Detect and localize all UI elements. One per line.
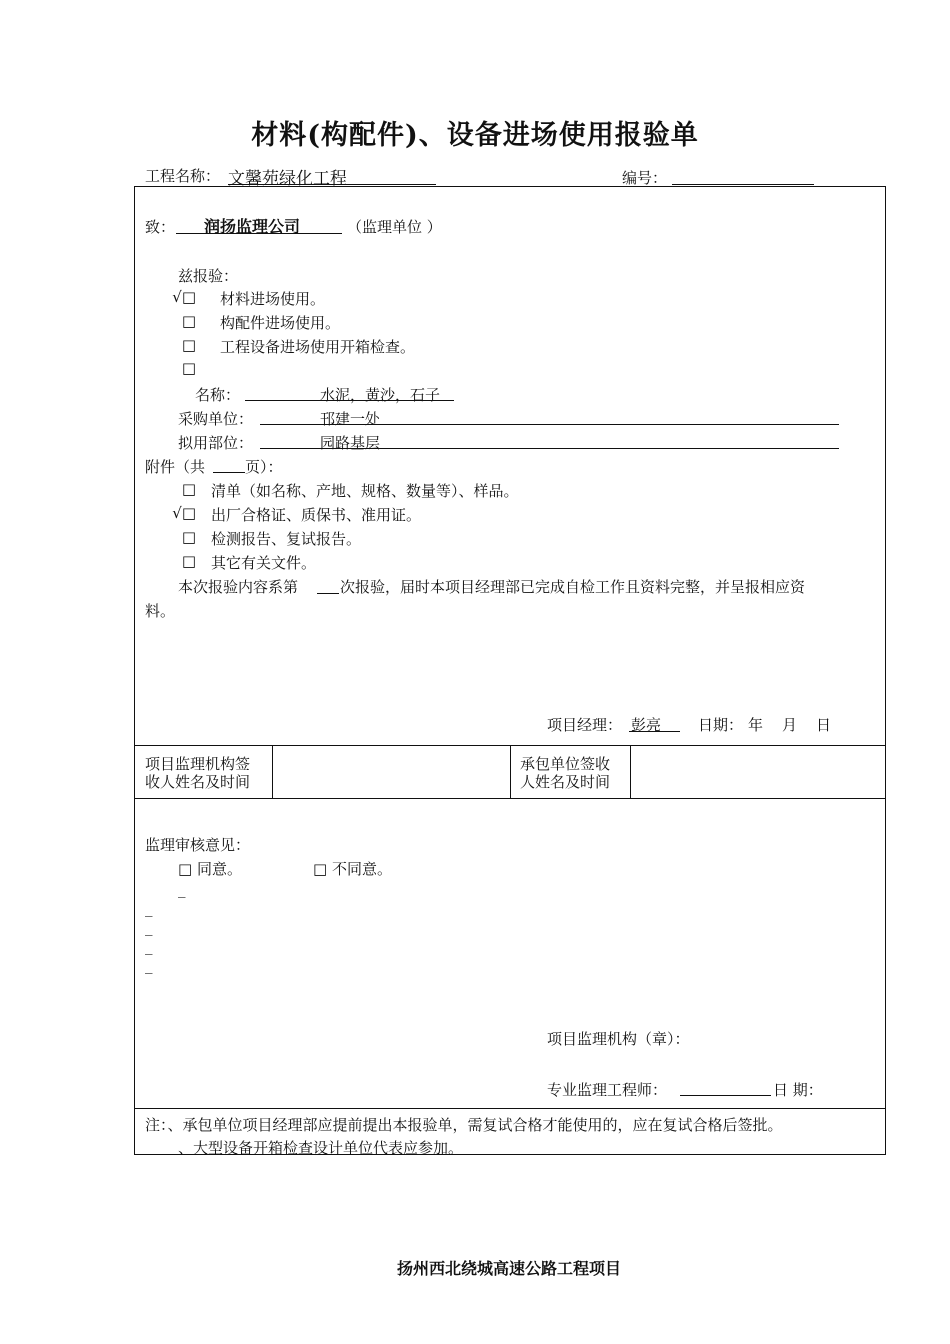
- statement-text: 料。: [145, 602, 176, 620]
- number-label: 编号：: [622, 169, 668, 187]
- attachment-label: 其它有关文件。: [211, 554, 317, 572]
- option-checkbox: √□: [172, 288, 196, 306]
- engineer-date-label: 日 期：: [773, 1081, 823, 1099]
- manager-name: 彭亮: [631, 716, 662, 734]
- statement-text: 本次报验内容系第: [178, 578, 299, 596]
- contractor-signature-label: 承包单位签收: [520, 755, 611, 773]
- attachment-label: 出厂合格证、质保书、准用证。: [211, 506, 422, 524]
- review-label: 监理审核意见：: [145, 836, 251, 854]
- divider: [134, 1108, 885, 1109]
- blank-line-mark: _: [145, 918, 153, 936]
- material-name-label: 名称：: [195, 386, 241, 404]
- report-intro: 兹报验：: [178, 267, 239, 285]
- divider: [510, 745, 511, 798]
- material-name-value: 水泥，黄沙，石子: [320, 386, 441, 404]
- statement-text: 次报验，届时本项目经理部已完成自检工作且资料完整，并呈报相应资: [340, 578, 806, 596]
- blank-line-mark: _: [178, 880, 186, 898]
- use-location-label: 拟用部位：: [178, 434, 254, 452]
- option-label: 工程设备进场使用开箱检查。: [220, 338, 416, 356]
- purchase-unit-label: 采购单位：: [178, 410, 254, 428]
- supervision-org-label: 项目监理机构（章）：: [547, 1030, 690, 1048]
- purchase-unit-value: 邗建一处: [320, 410, 381, 428]
- note-line: 注：、承包单位项目经理部应提前提出本报验单，需复试合格才能使用的，应在复试合格后签批。: [145, 1116, 783, 1134]
- project-name-underline: [228, 184, 436, 185]
- to-suffix: （监理单位 ）: [347, 218, 442, 236]
- attachment-label: 检测报告、复试报告。: [211, 530, 362, 548]
- attachment-checkbox: √□: [172, 504, 196, 522]
- attachments-label-prefix: 附件（共: [145, 458, 206, 476]
- attachments-pages-underline: [213, 472, 245, 473]
- date-day: 日: [816, 716, 832, 734]
- statement-count-underline: [317, 593, 339, 594]
- date-year: 年: [748, 716, 764, 734]
- engineer-underline: [680, 1095, 771, 1096]
- option-checkbox: □: [181, 312, 196, 330]
- note-line: 、大型设备开箱检查设计单位代表应参加。: [178, 1139, 464, 1157]
- divider: [630, 745, 631, 798]
- attachment-checkbox: □: [181, 528, 196, 546]
- supervision-signature-label: 收人姓名及时间: [145, 773, 251, 791]
- attachment-label: 清单（如名称、产地、规格、数量等）、样品。: [211, 482, 519, 500]
- blank-line-mark: _: [145, 937, 153, 955]
- contractor-signature-label: 人姓名及时间: [520, 773, 611, 791]
- page-title: 材料(构配件)、设备进场使用报验单: [251, 120, 699, 151]
- agree-checkbox: □ 同意。: [178, 860, 242, 878]
- project-name-value: 文馨苑绿化工程: [228, 169, 347, 189]
- option-checkbox: □: [181, 359, 196, 377]
- divider: [134, 798, 885, 799]
- manager-label: 项目经理：: [547, 716, 623, 734]
- use-location-value: 园路基层: [320, 434, 381, 452]
- option-label: 构配件进场使用。: [220, 314, 341, 332]
- divider: [272, 745, 273, 798]
- to-prefix: 致：: [145, 218, 176, 236]
- attachments-label-suffix: 页）：: [245, 458, 283, 476]
- footer-project: 扬州西北绕城高速公路工程项目: [396, 1259, 621, 1278]
- date-label: 日期：: [698, 716, 744, 734]
- engineer-label: 专业监理工程师：: [547, 1081, 668, 1099]
- supervision-company: 润扬监理公司: [204, 217, 301, 236]
- attachment-checkbox: □: [181, 552, 196, 570]
- option-checkbox: □: [181, 336, 196, 354]
- attachment-checkbox: □: [181, 480, 196, 498]
- blank-line-mark: _: [145, 899, 153, 917]
- option-label: 材料进场使用。: [220, 290, 326, 308]
- supervision-signature-label: 项目监理机构签: [145, 755, 251, 773]
- number-underline: [672, 184, 814, 185]
- project-name-label: 工程名称：: [145, 167, 221, 185]
- blank-line-mark: _: [145, 956, 153, 974]
- date-month: 月: [782, 716, 798, 734]
- disagree-checkbox: □ 不同意。: [313, 860, 392, 878]
